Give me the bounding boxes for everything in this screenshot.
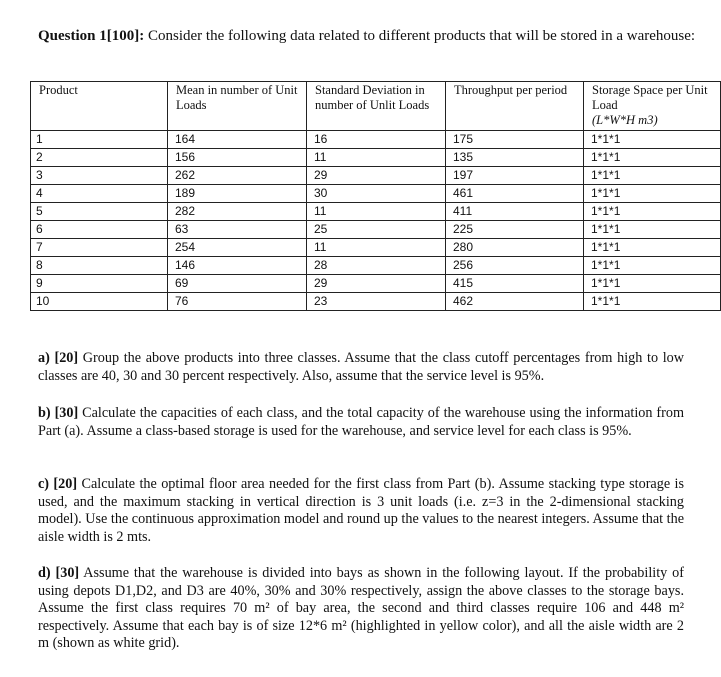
cell-mean: 156 bbox=[168, 149, 307, 167]
part-a-label: a) [20] bbox=[38, 350, 79, 366]
question-heading bbox=[38, 27, 698, 45]
cell-std-dev: 29 bbox=[307, 275, 446, 293]
cell-throughput: 197 bbox=[446, 167, 584, 185]
cell-product: 7 bbox=[31, 239, 168, 257]
cell-storage-space: 1*1*1 bbox=[584, 185, 721, 203]
cell-std-dev: 29 bbox=[307, 167, 446, 185]
table-body bbox=[31, 131, 721, 311]
part-b-text: Calculate the capacities of each class, and the total capacity of the warehouse using the information from Part (a). Assume a class-based storage is used for the warehouse, and service level for each class is 95%. bbox=[38, 405, 684, 439]
cell-throughput: 135 bbox=[446, 149, 584, 167]
cell-product: 9 bbox=[31, 275, 168, 293]
cell-storage-space: 1*1*1 bbox=[584, 149, 721, 167]
table-row bbox=[31, 275, 721, 293]
cell-throughput: 415 bbox=[446, 275, 584, 293]
cell-std-dev: 25 bbox=[307, 221, 446, 239]
cell-throughput: 256 bbox=[446, 257, 584, 275]
cell-storage-space: 1*1*1 bbox=[584, 275, 721, 293]
header-storage-space bbox=[584, 82, 721, 131]
cell-mean: 282 bbox=[168, 203, 307, 221]
cell-mean: 76 bbox=[168, 293, 307, 311]
cell-throughput: 411 bbox=[446, 203, 584, 221]
product-data-table bbox=[30, 81, 721, 311]
cell-throughput: 175 bbox=[446, 131, 584, 149]
header-storage-unit-note: (L*W*H m3) bbox=[592, 113, 658, 127]
table-header-row bbox=[31, 82, 721, 131]
cell-storage-space: 1*1*1 bbox=[584, 221, 721, 239]
part-b bbox=[38, 405, 684, 440]
cell-product: 4 bbox=[31, 185, 168, 203]
cell-throughput: 462 bbox=[446, 293, 584, 311]
part-d bbox=[38, 565, 684, 653]
cell-product: 1 bbox=[31, 131, 168, 149]
cell-product: 6 bbox=[31, 221, 168, 239]
part-c-label: c) [20] bbox=[38, 476, 78, 492]
cell-std-dev: 28 bbox=[307, 257, 446, 275]
cell-throughput: 225 bbox=[446, 221, 584, 239]
cell-storage-space: 1*1*1 bbox=[584, 239, 721, 257]
header-storage-space-label: Storage Space per Unit Load bbox=[592, 83, 708, 112]
header-product: Product bbox=[31, 82, 168, 131]
cell-product: 3 bbox=[31, 167, 168, 185]
header-throughput: Throughput per period bbox=[446, 82, 584, 131]
cell-std-dev: 23 bbox=[307, 293, 446, 311]
table-row bbox=[31, 293, 721, 311]
question-text: Consider the following data related to different products that will be stored in a warehouse: bbox=[144, 28, 696, 44]
cell-throughput: 280 bbox=[446, 239, 584, 257]
cell-mean: 254 bbox=[168, 239, 307, 257]
cell-storage-space: 1*1*1 bbox=[584, 203, 721, 221]
part-a bbox=[38, 350, 684, 385]
cell-product: 5 bbox=[31, 203, 168, 221]
table-row bbox=[31, 239, 721, 257]
table-row bbox=[31, 221, 721, 239]
cell-mean: 262 bbox=[168, 167, 307, 185]
cell-mean: 164 bbox=[168, 131, 307, 149]
cell-storage-space: 1*1*1 bbox=[584, 293, 721, 311]
table-row bbox=[31, 203, 721, 221]
part-b-label: b) [30] bbox=[38, 405, 79, 421]
cell-std-dev: 11 bbox=[307, 239, 446, 257]
cell-product: 8 bbox=[31, 257, 168, 275]
cell-storage-space: 1*1*1 bbox=[584, 131, 721, 149]
table-row bbox=[31, 257, 721, 275]
part-d-text: Assume that the warehouse is divided into bays as shown in the following layout. If the probability of using depots D1,D2, and D3 are 40%, 30% and 30% respectively, assign the above classes to the storage bays. Assume the first class requires 70 m² of bay area, the second and third classes require 106 and 448 m² respectively. Assume that each bay is of size 12*6 m² (highlighted in yellow color), and all the aisle width are 2 m (shown as white grid). bbox=[38, 565, 684, 651]
cell-std-dev: 11 bbox=[307, 149, 446, 167]
cell-mean: 189 bbox=[168, 185, 307, 203]
part-a-text: Group the above products into three classes. Assume that the class cutoff percentages from high to low classes are 40, 30 and 30 percent respectively. Also, assume that the service level is 95%. bbox=[38, 350, 684, 384]
cell-storage-space: 1*1*1 bbox=[584, 257, 721, 275]
cell-storage-space: 1*1*1 bbox=[584, 167, 721, 185]
table-row bbox=[31, 131, 721, 149]
cell-throughput: 461 bbox=[446, 185, 584, 203]
cell-std-dev: 30 bbox=[307, 185, 446, 203]
cell-std-dev: 16 bbox=[307, 131, 446, 149]
cell-mean: 69 bbox=[168, 275, 307, 293]
header-std-dev: Standard Deviation in number of Unlit Loads bbox=[307, 82, 446, 131]
cell-product: 2 bbox=[31, 149, 168, 167]
part-c-text: Calculate the optimal floor area needed for the first class from Part (b). Assume stacking type storage is used, and the maximum stacking in vertical direction is 3 unit loads (i.e. z=3 in the 2-dimensional stacking model). Use the continuous approximation model and round up the values to the nearest integers. Assume that the aisle width is 2 mts. bbox=[38, 476, 684, 545]
header-mean: Mean in number of Unit Loads bbox=[168, 82, 307, 131]
cell-std-dev: 11 bbox=[307, 203, 446, 221]
table-row bbox=[31, 149, 721, 167]
part-c bbox=[38, 476, 684, 546]
part-d-label: d) [30] bbox=[38, 565, 80, 581]
table-row bbox=[31, 185, 721, 203]
question-label: Question 1[100]: bbox=[38, 28, 145, 44]
cell-mean: 146 bbox=[168, 257, 307, 275]
cell-mean: 63 bbox=[168, 221, 307, 239]
table-row bbox=[31, 167, 721, 185]
cell-product: 10 bbox=[31, 293, 168, 311]
